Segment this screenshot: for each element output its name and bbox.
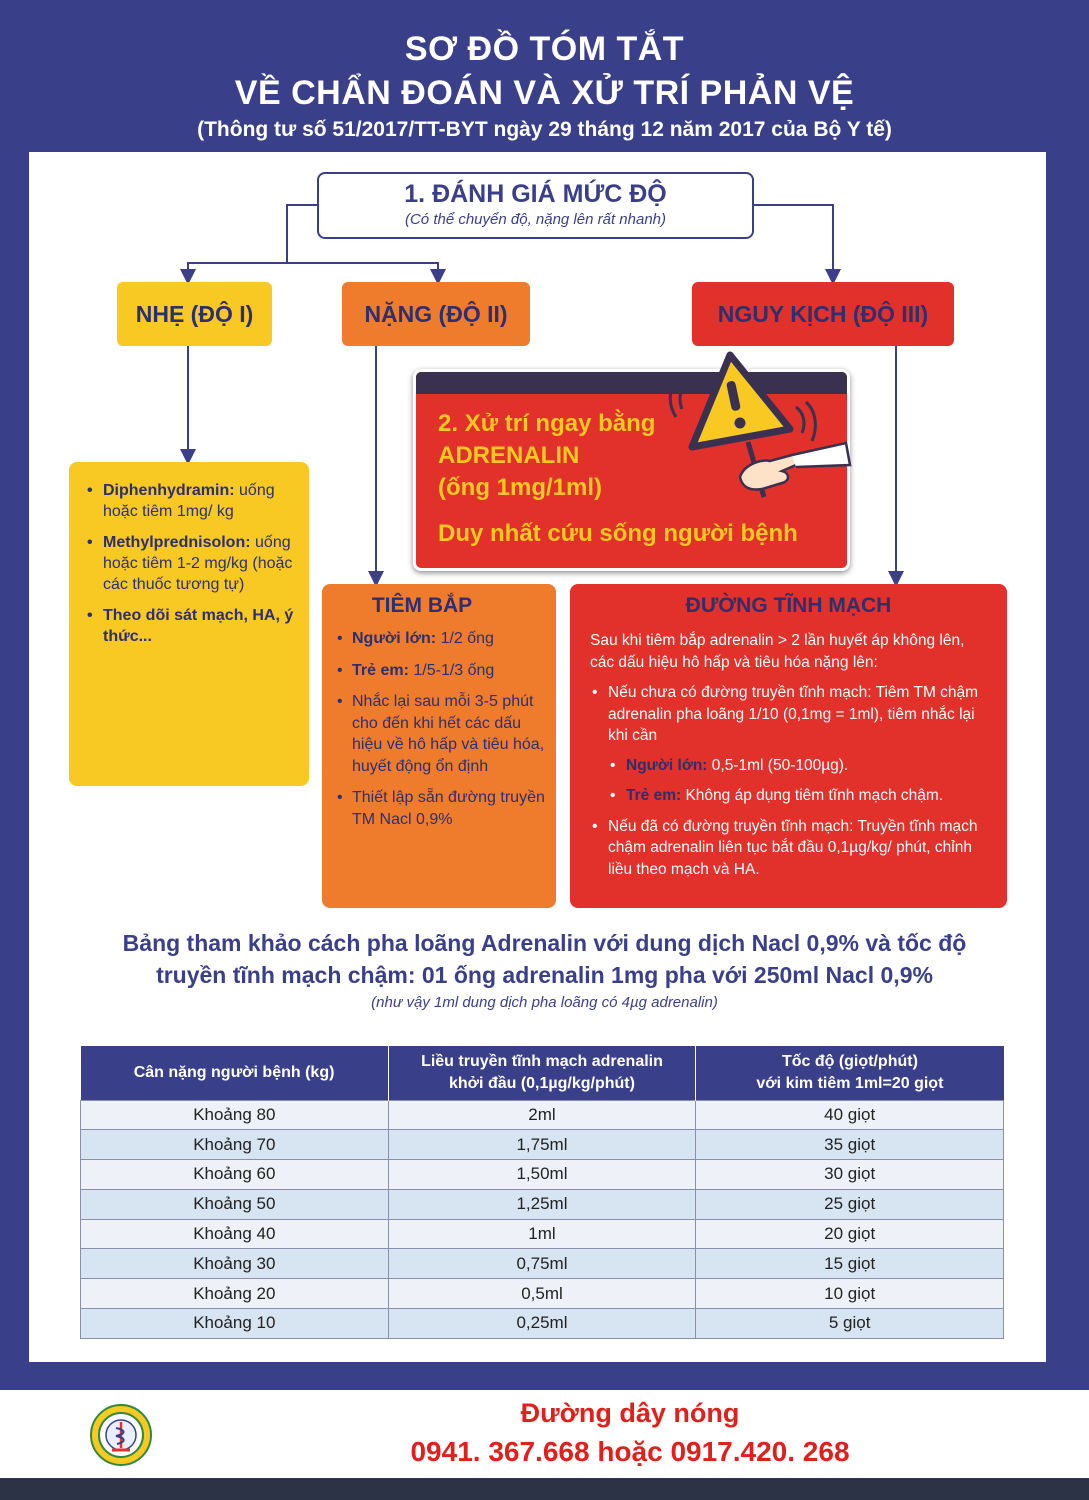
table-row: Khoảng 80 2ml 40 giọt [81, 1100, 1004, 1130]
assess-title: 1. ĐÁNH GIÁ MỨC ĐỘ [404, 180, 667, 208]
table-header-weight: Cân nặng người bệnh (kg) [81, 1046, 389, 1100]
connector-to-mild [188, 263, 287, 277]
intramuscular-title: TIÊM BẮP [371, 594, 473, 617]
list-item: • Thiết lập sẵn đường truyền TM Nacl 0,9% [334, 787, 546, 830]
page-subtitle: (Thông tư số 51/2017/TT-BYT ngày 29 tháng 12 năm 2017 của Bộ Y tế) [197, 118, 892, 141]
list-item: • Diphenhydramin: uống hoặc tiêm 1mg/ kg [83, 480, 298, 522]
mild-treatment-list [83, 480, 298, 657]
mild-treatment-box [69, 462, 309, 786]
connector-to-severe [287, 263, 438, 277]
table-row: Khoảng 70 1,75ml 35 giọt [81, 1130, 1004, 1160]
adrenalin-line4: Duy nhất cứu sống người bệnh [438, 520, 798, 547]
table-row: Khoảng 40 1ml 20 giọt [81, 1219, 1004, 1249]
table-header-rate: Tốc độ (giọt/phút) với kim tiêm 1ml=20 giọt [696, 1046, 1004, 1100]
list-item: • Methylprednisolon: uống hoặc tiêm 1-2 mg/kg (hoặc các thuốc tương tự) [83, 532, 298, 595]
adrenalin-line3: (ống 1mg/1ml) [438, 474, 603, 501]
intravenous-intro: Sau khi tiêm bắp adrenalin > 2 lần huyết áp không lên, các dấu hiệu hô hấp và tiêu hóa nặng lên: [590, 632, 965, 671]
assess-note: (Có thể chuyển độ, nặng lên rất nhanh) [404, 211, 666, 228]
list-item: • Theo dõi sát mạch, HA, ý thức... [83, 605, 298, 647]
intravenous-title: ĐƯỜNG TĨNH MẠCH [685, 594, 892, 617]
level-severe: NẶNG (ĐỘ II) [342, 282, 530, 346]
list-item: • Nếu đã có đường truyền tĩnh mạch: Truyền tĩnh mạch chậm adrenalin liên tục bắt đầu 0,1µg/kg/ phút, chỉnh liều theo mạch và HA. [590, 816, 995, 881]
level-critical: NGUY KỊCH (ĐỘ III) [692, 282, 954, 346]
reference-heading-line2: truyền tĩnh mạch chậm: 01 ống adrenalin 1mg pha với 250ml Nacl 0,9% [156, 962, 933, 988]
page-title-line1: SƠ ĐỒ TÓM TẮT [404, 30, 685, 68]
list-item: • Người lớn: 1/2 ống [334, 628, 546, 650]
table-header-dose: Liều truyền tĩnh mạch adrenalin khởi đầu (0,1µg/kg/phút) [388, 1046, 696, 1100]
intramuscular-list [334, 628, 546, 840]
list-item: • Trẻ em: 1/5-1/3 ống [334, 660, 546, 682]
intramuscular-box [322, 584, 556, 908]
table-row: Khoảng 50 1,25ml 25 giọt [81, 1189, 1004, 1219]
dilution-table [80, 1046, 1004, 1339]
assess-severity-box [317, 172, 754, 239]
reference-heading-line1: Bảng tham khảo cách pha loãng Adrenalin với dung dịch Nacl 0,9% và tốc độ [122, 930, 967, 956]
page-title-line2: VỀ CHẨN ĐOÁN VÀ XỬ TRÍ PHẢN VỆ [234, 74, 855, 112]
intravenous-list [590, 682, 995, 888]
adrenalin-line1: 2. Xử trí ngay bằng [438, 410, 656, 437]
reference-note: (như vậy 1ml dung dịch pha loãng có 4µg adrenalin) [371, 994, 718, 1011]
table-row: Khoảng 20 0,5ml 10 giọt [81, 1279, 1004, 1309]
list-item: • Nếu chưa có đường truyền tĩnh mạch: Tiêm TM chậm adrenalin pha loãng 1/10 (0,1mg = 1ml), tiêm nhắc lại khi cần • Người lớn: 0,5-1ml (50-100µg). • Trẻ em: Không áp dụng tiêm tĩnh mạch chậm. [590, 682, 995, 807]
connector-to-critical [754, 205, 833, 277]
hotline-label: Đường dây nóng [520, 1398, 740, 1428]
adrenalin-line2: ADRENALIN [438, 442, 580, 469]
list-item: • Trẻ em: Không áp dụng tiêm tĩnh mạch chậm. [608, 785, 995, 807]
intravenous-sublist [608, 755, 995, 807]
hotline-numbers[interactable]: 0941. 367.668 hoặc 0917.420. 268 [410, 1436, 850, 1467]
footer-bar [0, 1478, 1089, 1500]
table-row: Khoảng 60 1,50ml 30 giọt [81, 1160, 1004, 1190]
health-department-logo [90, 1404, 152, 1466]
intravenous-box [570, 584, 1007, 908]
warning-sign-icon [668, 347, 858, 507]
list-item: • Người lớn: 0,5-1ml (50-100µg). [608, 755, 995, 777]
level-mild: NHẸ (ĐỘ I) [117, 282, 272, 346]
table-row: Khoảng 30 0,75ml 15 giọt [81, 1249, 1004, 1279]
table-row: Khoảng 10 0,25ml 5 giọt [81, 1309, 1004, 1339]
connector-assess-left [287, 205, 317, 263]
list-item: • Nhắc lại sau mỗi 3-5 phút cho đến khi hết các dấu hiệu về hô hấp và tiêu hóa, huyết động ổn định [334, 691, 546, 777]
